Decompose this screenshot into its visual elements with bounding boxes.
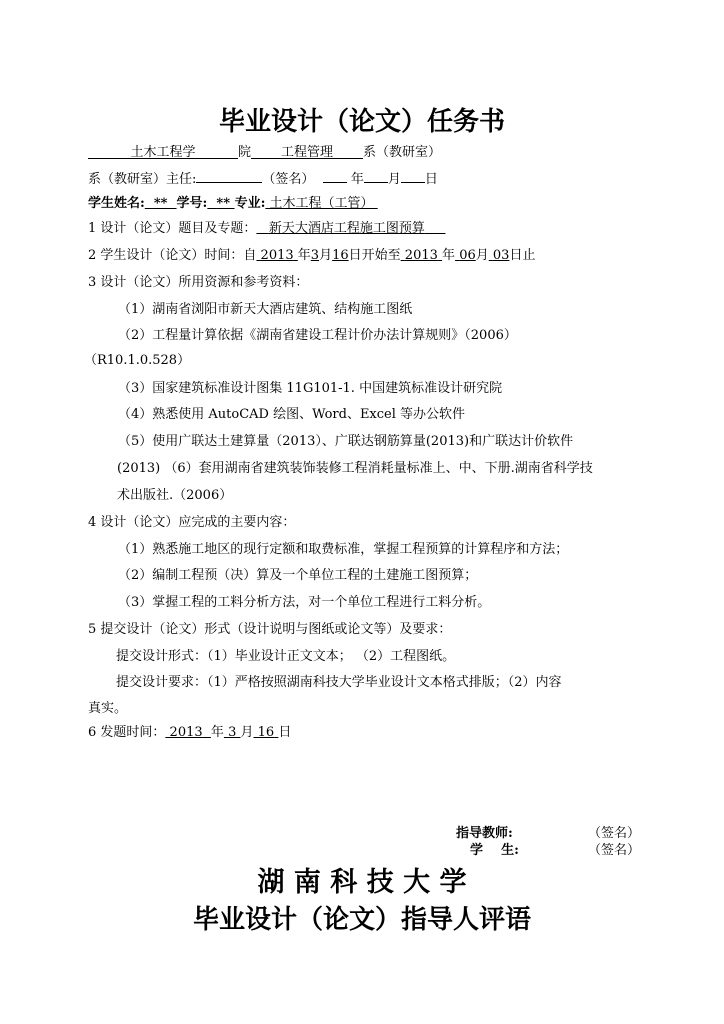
director-month-unit: 月: [387, 172, 401, 187]
resource-5: （5）使用广联达土建算量（2013）、广联达钢筋算量(2013)和广联达计价软件: [118, 434, 574, 449]
issue-year: 2013: [169, 725, 203, 740]
issue-month: 3: [228, 725, 237, 740]
student-id-value: **: [216, 196, 231, 211]
item2-label: 2 学生设计（论文）时间：自: [88, 248, 257, 263]
issue-day: 16: [257, 725, 275, 740]
item4-label: 4 设计（论文）应完成的主要内容：: [88, 515, 296, 530]
resource-5-cont: (2013) （6）套用湖南省建筑装饰装修工程消耗量标准上、中、下册.湖南省科学技: [117, 461, 593, 476]
content-1: （1）熟悉施工地区的现行定额和取费标准，掌握工程预算的计算程序和方法；: [118, 542, 569, 557]
department-field: 工程管理: [251, 144, 363, 159]
item6-line: [88, 724, 291, 741]
college-line: [88, 144, 441, 161]
issue-year-unit: 年: [210, 725, 224, 740]
start-month-unit: 月: [319, 248, 333, 263]
start-year-unit: 年: [297, 248, 311, 263]
end-year: 2013: [404, 248, 438, 263]
submit-requirement: 提交设计要求：（1）严格按照湖南科技大学毕业设计文本格式排版；（2）内容: [116, 675, 562, 690]
end-suffix: 日止: [509, 248, 536, 263]
issue-month-unit: 月: [240, 725, 254, 740]
director-day-blank: [401, 168, 425, 183]
start-month: 3: [310, 248, 320, 263]
resource-2: （2）工程量计算依据《湖南省建设工程计价办法计算规则》（2006）: [118, 328, 517, 343]
student-sign-label: 学 生:: [470, 843, 519, 858]
resource-5-cont2: 术出版社.（2006）: [117, 488, 233, 503]
resource-4: （4）熟悉使用 AutoCAD 绘图、Word、Excel 等办公软件: [118, 407, 466, 422]
teacher-label: 指导教师:: [456, 826, 513, 841]
item2-line: [88, 247, 535, 264]
university-name: 湖 南 科 技 大 学: [257, 867, 467, 898]
teacher-sign: （签名）: [588, 826, 641, 841]
resource-1: （1）湖南省浏阳市新天大酒店建筑、结构施工图纸: [118, 302, 413, 317]
director-year-unit: 年: [350, 172, 364, 187]
item6-label: 6 发题时间：: [88, 725, 166, 740]
evaluation-subtitle: 毕业设计（论文）指导人评语: [192, 905, 531, 935]
director-year-blank: [323, 168, 347, 183]
college-field: 土木工程学: [88, 144, 238, 159]
major-label: 专业:: [234, 196, 266, 211]
resource-2-cont: （R10.1.0.528）: [84, 353, 191, 368]
director-signature-blank: [196, 168, 262, 183]
document-title: 毕业设计（论文）任务书: [218, 107, 505, 137]
student-id-label: 学号:: [176, 196, 208, 211]
end-year-unit: 年: [442, 248, 456, 263]
end-month: 06: [459, 248, 476, 263]
major-value: 土木工程（工管）: [269, 196, 374, 211]
start-year: 2013: [260, 248, 294, 263]
start-day: 16: [332, 248, 349, 263]
student-line: [88, 195, 378, 212]
item1-line: [88, 220, 446, 237]
director-sign-paren: （签名）: [262, 172, 315, 187]
director-day-unit: 日: [424, 172, 438, 187]
item5-label: 5 提交设计（论文）形式（设计说明与图纸或论文等）及要求：: [88, 622, 452, 637]
issue-day-unit: 日: [278, 725, 292, 740]
submit-requirement-cont: 真实。: [88, 701, 128, 716]
college-suffix: 院: [238, 145, 252, 160]
student-sign: （签名）: [588, 843, 641, 858]
content-2: （2）编制工程预（决）算及一个单位工程的土建施工图预算；: [118, 568, 478, 583]
student-name-value: **: [153, 196, 168, 211]
student-name-label: 学生姓名:: [88, 196, 145, 211]
item3-label: 3 设计（论文）所用资源和参考资料：: [88, 275, 309, 290]
start-suffix: 日开始至: [348, 248, 401, 263]
director-line: [88, 168, 438, 188]
director-label: 系（教研室）主任:: [88, 172, 197, 187]
resource-3: （3）国家建筑标准设计图集 11G101-1. 中国建筑标准设计研究院: [118, 381, 503, 396]
submit-form: 提交设计形式：（1）毕业设计正文文本； （2）工程图纸。: [116, 649, 456, 664]
item1-value: 新天大酒店工程施工图预算: [268, 221, 425, 236]
item1-label: 1 设计（论文）题目及专题：: [88, 221, 257, 236]
content-3: （3）掌握工程的工料分析方法，对一个单位工程进行工料分析。: [118, 595, 491, 610]
end-month-unit: 月: [475, 248, 489, 263]
end-day: 03: [492, 248, 510, 263]
department-suffix: 系（教研室）: [363, 145, 442, 160]
director-month-blank: [364, 168, 388, 183]
